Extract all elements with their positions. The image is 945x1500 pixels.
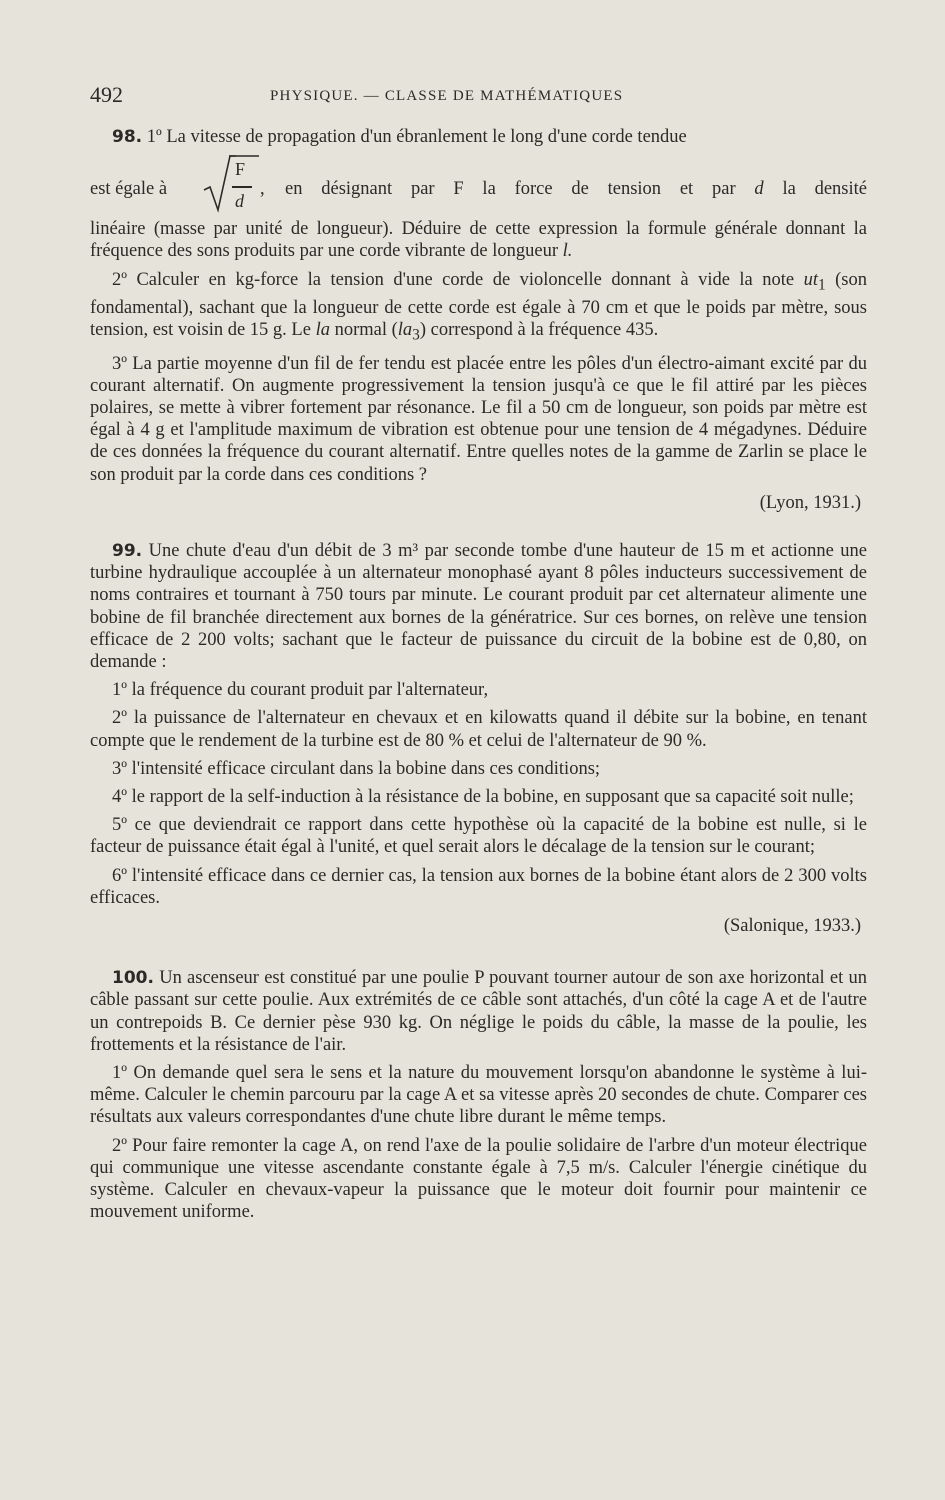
text-run: en désignant par F la force de tension et par [285,179,736,200]
page-body [90,126,867,1230]
variable-d: d [754,179,764,200]
ex98-q3: 3º La partie moyenne d'un fil de fer tendu est placée entre les pôles d'un électro-aimant excité par du courant alternatif. On augmente progressivement la tension jusqu'à ce que le fil attiré par les pièces polaires, se mette à vibrer fortement par résonance. Le fil a 50 cm de longueur, son poids par mètre est égal à 4 g et l'amplitude maximum de vibration est obtenue pour une tension de 4 mégadynes. Déduire de ces données la fréquence du courant alternatif. Entre quelles notes de la gamme de Zarlin se place le son produit par la corde dans ces conditions ? [90,353,867,485]
comma: , [260,179,265,200]
exercise-number: 98. [112,127,143,147]
source-citation: (Salonique, 1933.) [723,916,861,937]
sqrt-formula [202,154,272,218]
paragraph-text: 1º La vitesse de propagation d'un ébranlement le long d'une corde tendue [146,127,687,147]
ex99-q1: 1º la fréquence du courant produit par l'alternateur, [112,680,489,701]
ex99-q4: 4º le rapport de la self-induction à la résistance de la bobine, en supposant que sa capacité soit nulle; [112,787,854,808]
ex100-q2: 2º Pour faire remonter la cage A, on rend l'axe de la poulie solidaire de l'arbre d'un moteur électrique qui communique une vitesse ascendante constante égale à 7,5 m/s. Calculer l'énergie cinétique du système. Calculer en chevaux-vapeur la puissance que le moteur doit fournir pour maintenir ce mouvement uniforme. [90,1135,867,1223]
ex99-intro [90,540,867,673]
note-la: la [315,319,330,340]
ex98-q1-rest [90,218,867,262]
subscript: 1 [817,276,826,294]
text-run: 2º Calculer en kg-force la tension d'une corde de violoncelle donnant à vide la note [112,269,795,290]
spacer [90,514,867,540]
paragraph-text: linéaire (masse par unité de longueur). Déduire de cette expression la formule générale donnant la fréquence des sons produits par une corde vibrante de longueur [90,219,867,262]
ex100-intro [90,967,867,1056]
source-citation: (Lyon, 1931.) [759,492,861,513]
subscript: 3 [412,326,420,344]
fraction-denominator: d [235,191,244,212]
fraction-bar [232,186,252,188]
radical-sign-icon [202,154,236,214]
running-title: PHYSIQUE. — CLASSE DE MATHÉMATIQUES [270,88,624,104]
ex99-q5: 5º ce que deviendrait ce rapport dans cette hypothèse où la capacité de la bobine est nulle, si le facteur de puissance était égal à l'unité, et quel serait alors le décalage de la tension sur le courant; [90,815,867,858]
exercise-number: 99. [112,541,143,562]
ex99-q2: 2º la puissance de l'alternateur en chevaux et en kilowatts quand il débite sur la bobine, en tenant compte que le rendement de la turbine est de 80 % et celui de l'alternateur de 90 %. [90,708,867,751]
ex98-q2 [90,269,867,347]
page-header [90,82,865,112]
ex98-q1-first-line [90,126,867,148]
ex100-q1: 1º On demande quel sera le sens et la nature du mouvement lorsqu'on abandonne le système à lui-même. Calculer le chemin parcouru par la cage A et sa vitesse après 20 secondes de chute. Comparer ces résultats aux valeurs correspondantes d'une chute libre durant le même temps. [90,1063,867,1128]
paragraph-text: Une chute d'eau d'un débit de 3 m³ par seconde tombe d'une hauteur de 15 m et actionne une turbine hydraulique accouplée à un alternateur monophasé ayant 8 pôles inducteurs successivement de noms contraires et tournant à 750 tours par minute. Le courant produit par cet alternateur alimente une bobine de fil branchée directement aux bornes de la génératrice. Sur ces bornes, on relève une tension efficace de 2 200 volts; sachant que le facteur de puissance du circuit de la bobine est de 0,80, on demande : [90,541,867,673]
paragraph-text: est égale à [90,179,168,200]
fraction-numerator: F [235,159,246,180]
note-la3: la [397,319,413,340]
note-ut: ut [803,269,818,290]
text-run: la densité [782,179,867,200]
page-number: 492 [90,82,123,107]
text-run: ) correspond à la fréquence 435. [419,319,659,340]
spacer [90,937,867,967]
text-run: normal ( [334,319,398,340]
ex99-q6: 6º l'intensité efficace dans ce dernier cas, la tension aux bornes de la bobine étant alors de 2 300 volts efficaces. [90,865,867,908]
paragraph-text [285,178,867,200]
exercise-number: 100. [112,968,154,989]
ex99-q3: 3º l'intensité efficace circulant dans la bobine dans ces conditions; [112,758,601,779]
paragraph-text: Un ascenseur est constitué par une poulie P pouvant tourner autour de son axe horizontal et un câble passant sur cette poulie. Aux extrémités de ce câble sont attachés, d'un côté la cage A et de l'autre un contrepoids B. Ce dernier pèse 930 kg. On néglige le poids du câble, la masse de la poulie, les frottements et la résistance de l'air. [90,968,868,1055]
variable-l: l. [562,241,573,262]
text-run: (son fondamental), sachant que la longueur de cette corde est égale à 70 cm et que le poids par mètre, sous tension, est voisin de 15 g. Le [90,269,868,340]
formula-line [90,154,867,218]
